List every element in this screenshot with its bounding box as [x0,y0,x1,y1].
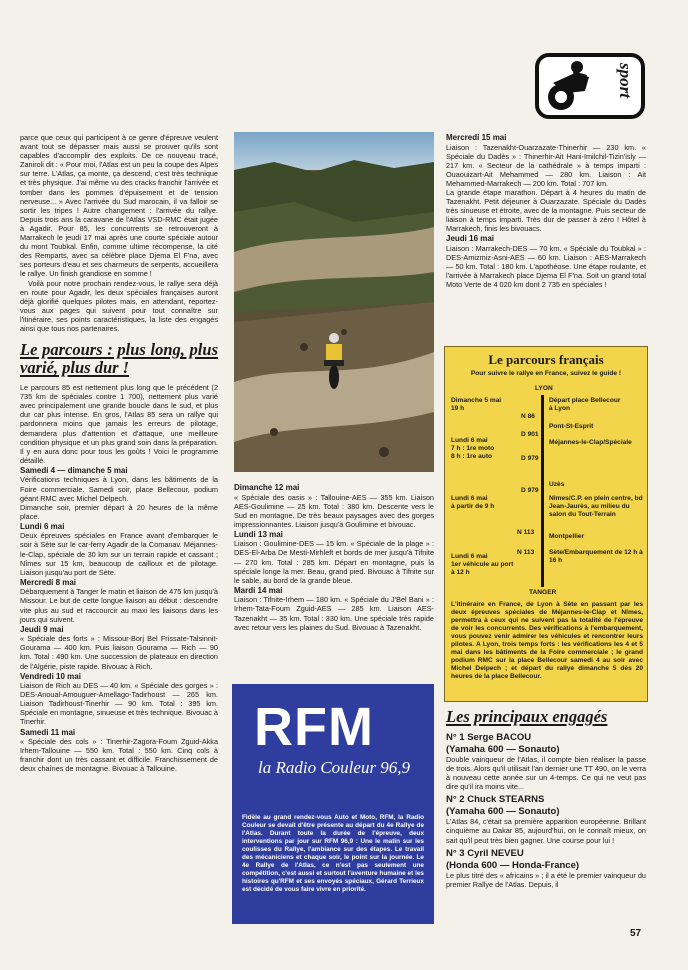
rally-photo [234,132,434,472]
day-title: Lundi 13 mai [234,529,283,539]
day-title: Mardi 14 mai [234,585,283,595]
rider-text: L'Atlas 84, c'était sa première apparition européenne. Brillant cinquième au Dakar 85, aujourd'hui, on le connaît mieux, on sait qu'il peut très bien gagner. Une course pour lui ! [446,817,646,845]
rider-text: Double vainqueur de l'Atlas, il compte bien réaliser la passe de trois. Alors qu'il utilisait l'an dernier une TT 490, on le verra à nouveau cette année sur un 4-temps. Ce qui ne veut pas dire qu'il ira moins vite... [446,755,646,792]
page-number: 57 [630,928,642,939]
rider-bike: (Yamaha 600 — Sonauto) [446,744,560,755]
day-text: Liaison : Tazenakht-Ouarzazate-Thinerhir — 230 km. « Spéciale du Dadès » : Thinerhir-Ait Hani-Imilchil-Tizin'isly — 217 km. « Secteur de la cathédrale » à temps imparti : Ouaouizart-Ait Mehammed — 280 km. Liaison : Ait Mehammed-Marrakech — 200 km. Total : 707 km. [446,142,646,188]
rider-name: N° 3 Cyril NEVEU [446,847,524,859]
day-text: Vérifications techniques à Lyon, dans les bâtiments de la Foire commerciale. Samedi soir, place Bellecour, podium géant RMC avec Michel Delpech. [20,475,218,503]
middle-column [234,482,434,632]
day-text: Liaison de Rich au DES — 40 km. « Spéciale des gorges » : DES-Anoual-Amouguer-Amellago-Tadirhoust — 265 km. Liaison Tadirhoust-Tinerhir — 90 km. Total : 395 km. Spéciale en montagne, sinueuse et très technique. Bivouac à Tinerhir. [20,681,218,727]
intro-paragraph: parce que ceux qui participent à ce genre d'épreuve veulent avant tout se dépasser mais aussi se prouver qu'ils sont capables d'accomplir des exploits. De ce nouveau tracé, Zaniroli dit : « Pour moi, l'Atlas est un peu la coupe des Alpes sur terre. L'Atlas, ça monte, ça descend, c'est très technique et très physique. J'ai même vu des cracks franchir l'arrivée et tomber dans les pommes d'épuisement et de tension nerveuse... » Avec l'arrivée du Sud marocain, il va falloir se sortir les tripes ! Autre changement : l'arrivée du rallye. Depuis trois ans la caravane de l'Atlas VSD-RMC était jugée à Agadir. Pour 85, les concurrents se retrouveront à Marrakech le jeudi 17 mai après une courte spéciale autour du mont Toubkal. Enfin, comme ultime récompense, la cité des Remparts, avec sa célèbre place Djema El F'na, avec ses porteurs d'eau et ses charmeurs de serpents, accueillera le rallye. Un finish grandiose en somme ! [20,133,218,279]
day-text: Liaison : Tifnite-Irhem — 180 km. « Spéciale du J'Bel Bani » : Irhem-Tata-Foum Zguid-AES — 285 km. Liaison AES-Tazenakht — 35 km. Total : 330 km. Une spéciale très rapide avec retour vers les plaines du Sud. Bivouac à Tazenakht. [234,595,434,632]
rider-name: N° 1 Serge BACOU [446,732,532,743]
route-line [541,395,544,587]
rider-name: N° 2 Chuck STEARNS [446,794,545,806]
route-time: Dimanche 5 mai 19 h [451,397,502,412]
day-title: Dimanche 12 mai [234,483,300,492]
section-headline: Le parcours : plus long, plus varié, plus dur ! [20,340,218,378]
route-road: N 113 [517,549,535,556]
intro-paragraph: Voilà pour notre prochain rendez-vous, le rallye sera déjà en route pour Agadir, les deux spéciales françaises auront déjà glorifié quelques pilotes mais, en attendant, reportez-vous aux pages qui suivent pour tout connaître sur l'itinéraire, ses points caractéristiques, la liste des engagés ainsi que tous nos partenaires. [20,278,218,333]
route-stop: Nîmes/C.P. en plein centre, bd Jean-Jaurès, au milieu du salon du Tout-Terrain [549,495,643,518]
route-stop: Méjannes-le-Clap/Spéciale [549,439,632,446]
route-time: Lundi 6 mai à partir de 9 h [451,495,495,510]
rider-bike: (Honda 600 — Honda-France) [446,859,580,871]
route-road: N 113 [517,529,535,536]
route-stop: Sète/Embarquement de 12 h à 16 h [549,549,643,564]
route-road: D 979 [521,487,539,494]
day-title: Mercredi 15 mai [446,133,507,142]
day-text: La grande étape marathon. Départ à 4 heures du matin de Tazenakht. Petit déjeuner à Ouarzazate. Spéciale du Dadès très sinueuse et étroite, avec de la montagne. Puis secteur de liaison à temps imparti. Très dur de passer à zéro ! Hôtel à Marrakech, finis les bivouacs. [446,187,646,234]
rfm-advertisement [232,684,434,924]
sport-logo [535,53,645,119]
left-days [20,466,218,774]
route-time: Lundi 6 mai 7 h : 1re moto 8 h : 1re auto [451,437,495,460]
route-stop: Montpellier [549,533,585,540]
day-text: « Spéciale des oasis » : Tallouine-AES — 355 km. Liaison AES-Goulimine — 25 km. Total : 380 km. Descente vers le Sud en montagne. De très beaux paysages avec des gorges impressionnantes. Liaison jusqu'à Goulimine et bivouac. [234,492,434,529]
route-time: Lundi 6 mai 1er véhicule au port à 12 h [451,553,514,576]
rally-photo-image [234,132,434,472]
right-days [446,133,646,289]
engaged-section [446,708,646,892]
route-stop: Départ place Bellecour à Lyon [549,397,621,412]
middle-days [234,483,434,632]
day-title: Vendredi 10 mai [20,671,81,681]
route-road: N 86 [521,413,535,420]
route-stop: Uzès [549,481,565,488]
rider-text: Le plus titré des « africains » ; il a été le premier vainqueur du premier Rallye de l'Atlas. Depuis, il [446,870,646,889]
box-subtitle: Pour suivre le rallye en France, suivez le guide ! [470,370,622,377]
rfm-slogan: la Radio Couleur 96,9 [258,758,411,777]
day-text: Liaison : Marrakech-DES — 70 km. « Spéciale du Toubkal » : DES-Amizmiz-Asni-AES — 60 km. Liaison : AES-Marrakech — 50 km. Total : 180 km. L'apothéose. Une étape roulante, et l'arrivée à Marrakech place Djema El F'na. Soit un grand total Moto Verte de 4 020 km dont 2 735 en spéciales ! [446,243,646,290]
day-text: « Spéciale des forts » : Missour-Borj Bel Frissate-Talsinnit-Gourama — 400 km. Puis liaison Gourama — Rich — 90 km. Total : 490 km. Une succession de plateaux en direction de l'Algérie, piste rapide. Bivouac à Rich. [20,634,218,671]
day-title: Jeudi 16 mai [446,234,495,244]
box-title: Le parcours français [488,352,604,367]
day-text: « Spéciale des cols » : Tinerhir-Zagora-Foum Zguid-Akka Irhem-Tallouine — 550 km. Total : 550 km. Cinq cols à franchir dont un très cassant et difficile. Franchissement de deux chaînes de montagne. Bivouac à Tallouine. [20,737,218,774]
route-road: D 901 [521,431,539,438]
day-text: Débarquement à Tanger le matin et liaison de 475 km jusqu'à Missour. Le but de cette longue liaison au début : descendre vite plus au sud et raccourcir au maxi les liaisons dans les jours qui suivent. [20,587,218,624]
day-text: Liaison : Goulimine-DES — 15 km. « Spéciale de la plage » : DES-El-Arba De Mesti-Mirhleft et bords de mer jusqu'à Tifnite — 270 km. Total : 285 km. Départ en montagne, puis la spéciale longe la mer. Beau, grand pied. Bivouac à Tifnite sur le sable, au bord de la grande bleue. [234,539,434,585]
day-text: Deux épreuves spéciales en France avant d'embarquer le soir à Sète sur le car-ferry Agadir de la Comanav. Méjannes-le-Clap, spéciale de 30 km sur un terrain rapide et cassant ; Nîmes sur 15 km, beaucoup de cailloux et de pilotage. Liaison jusqu'au port de Sète. [20,531,218,577]
rfm-logo: RFM [254,697,374,757]
day-title: Samedi 11 mai [20,727,76,737]
day-title: Samedi 4 — dimanche 5 mai [20,465,128,475]
parcours-paragraph: Le parcours 85 est nettement plus long que le précédent (2 735 km de spéciales contre 1 700), nettement plus varié avec principalement une grande boucle dans le sud, et plus dur car plus intense. En gros, l'Atlas 85 sera un rallye qui pardonnera moins que jamais les erreurs de pilotage, demandera plus d'attention et d'attaque, une meilleure condition physique et un plus grand soin dans la préparation. Il y en aura donc pour tous les goûts ! Voici le programme détaillé. [20,383,218,465]
day-title: Jeudi 9 mai [20,624,64,634]
rfm-text: Fidèle au grand rendez-vous Auto et Moto, RFM, la Radio Couleur se devait d'être présente au départ du 4e Rallye de l'Atlas. Durant toute la durée de l'épreuve, deux interventions par jour sur RFM 96,9 : Une le matin sur les coulisses du Rallye, l'ambiance sur des étapes. Le travail des mécaniciens et chaque soir, le point sur la journée. Le 4e Rallye de l'Atlas, ce n'est pas seulement une compétition, c'est aussi et surtout l'aventure humaine et les histoires qu'RFM et ses envoyés spéciaux, Gérard Terrieux est décidé de vous faire vivre en priorité. [242,814,424,893]
route-start-city: LYON [535,385,553,392]
route-stop: Pont-St-Esprit [549,423,594,430]
logo-text: sport [616,63,635,98]
riders-list [446,732,646,889]
route-road: D 979 [521,455,539,462]
engaged-headline: Les principaux engagés [446,707,608,726]
left-column [20,133,218,773]
day-title: Lundi 6 mai [20,521,65,531]
box-footer-text: L'itinéraire en France, de Lyon à Sète en passant par les deux épreuves spéciales de Méjannes-le-Clap et Nîmes, permettra à ceux qui ne suivent pas la totalité de l'épreuve de voir les concurrents. Des vérifications à l'embarquement, vous pouvez venir admirer les véhicules et rencontrer leurs pilotes. A Lyon, trois temps forts : les vérifications les 4 et 5 mai dans les bâtiments de la Foire commerciale ; le grand podium RMC sur la place Bellecour samedi 4 au soir avec Michel Delpech ; et départ du rallye dimanche 5 dès 20 heures de la place Bellecour. [451,601,643,680]
rider-bike: (Yamaha 600 — Sonauto) [446,806,560,818]
day-text: Dimanche soir, premier départ à 20 heures de la même place. [20,502,218,521]
route-end-city: TANGER [529,589,557,596]
french-route-box [444,346,648,702]
day-title: Mercredi 8 mai [20,577,77,587]
right-column [446,132,646,289]
